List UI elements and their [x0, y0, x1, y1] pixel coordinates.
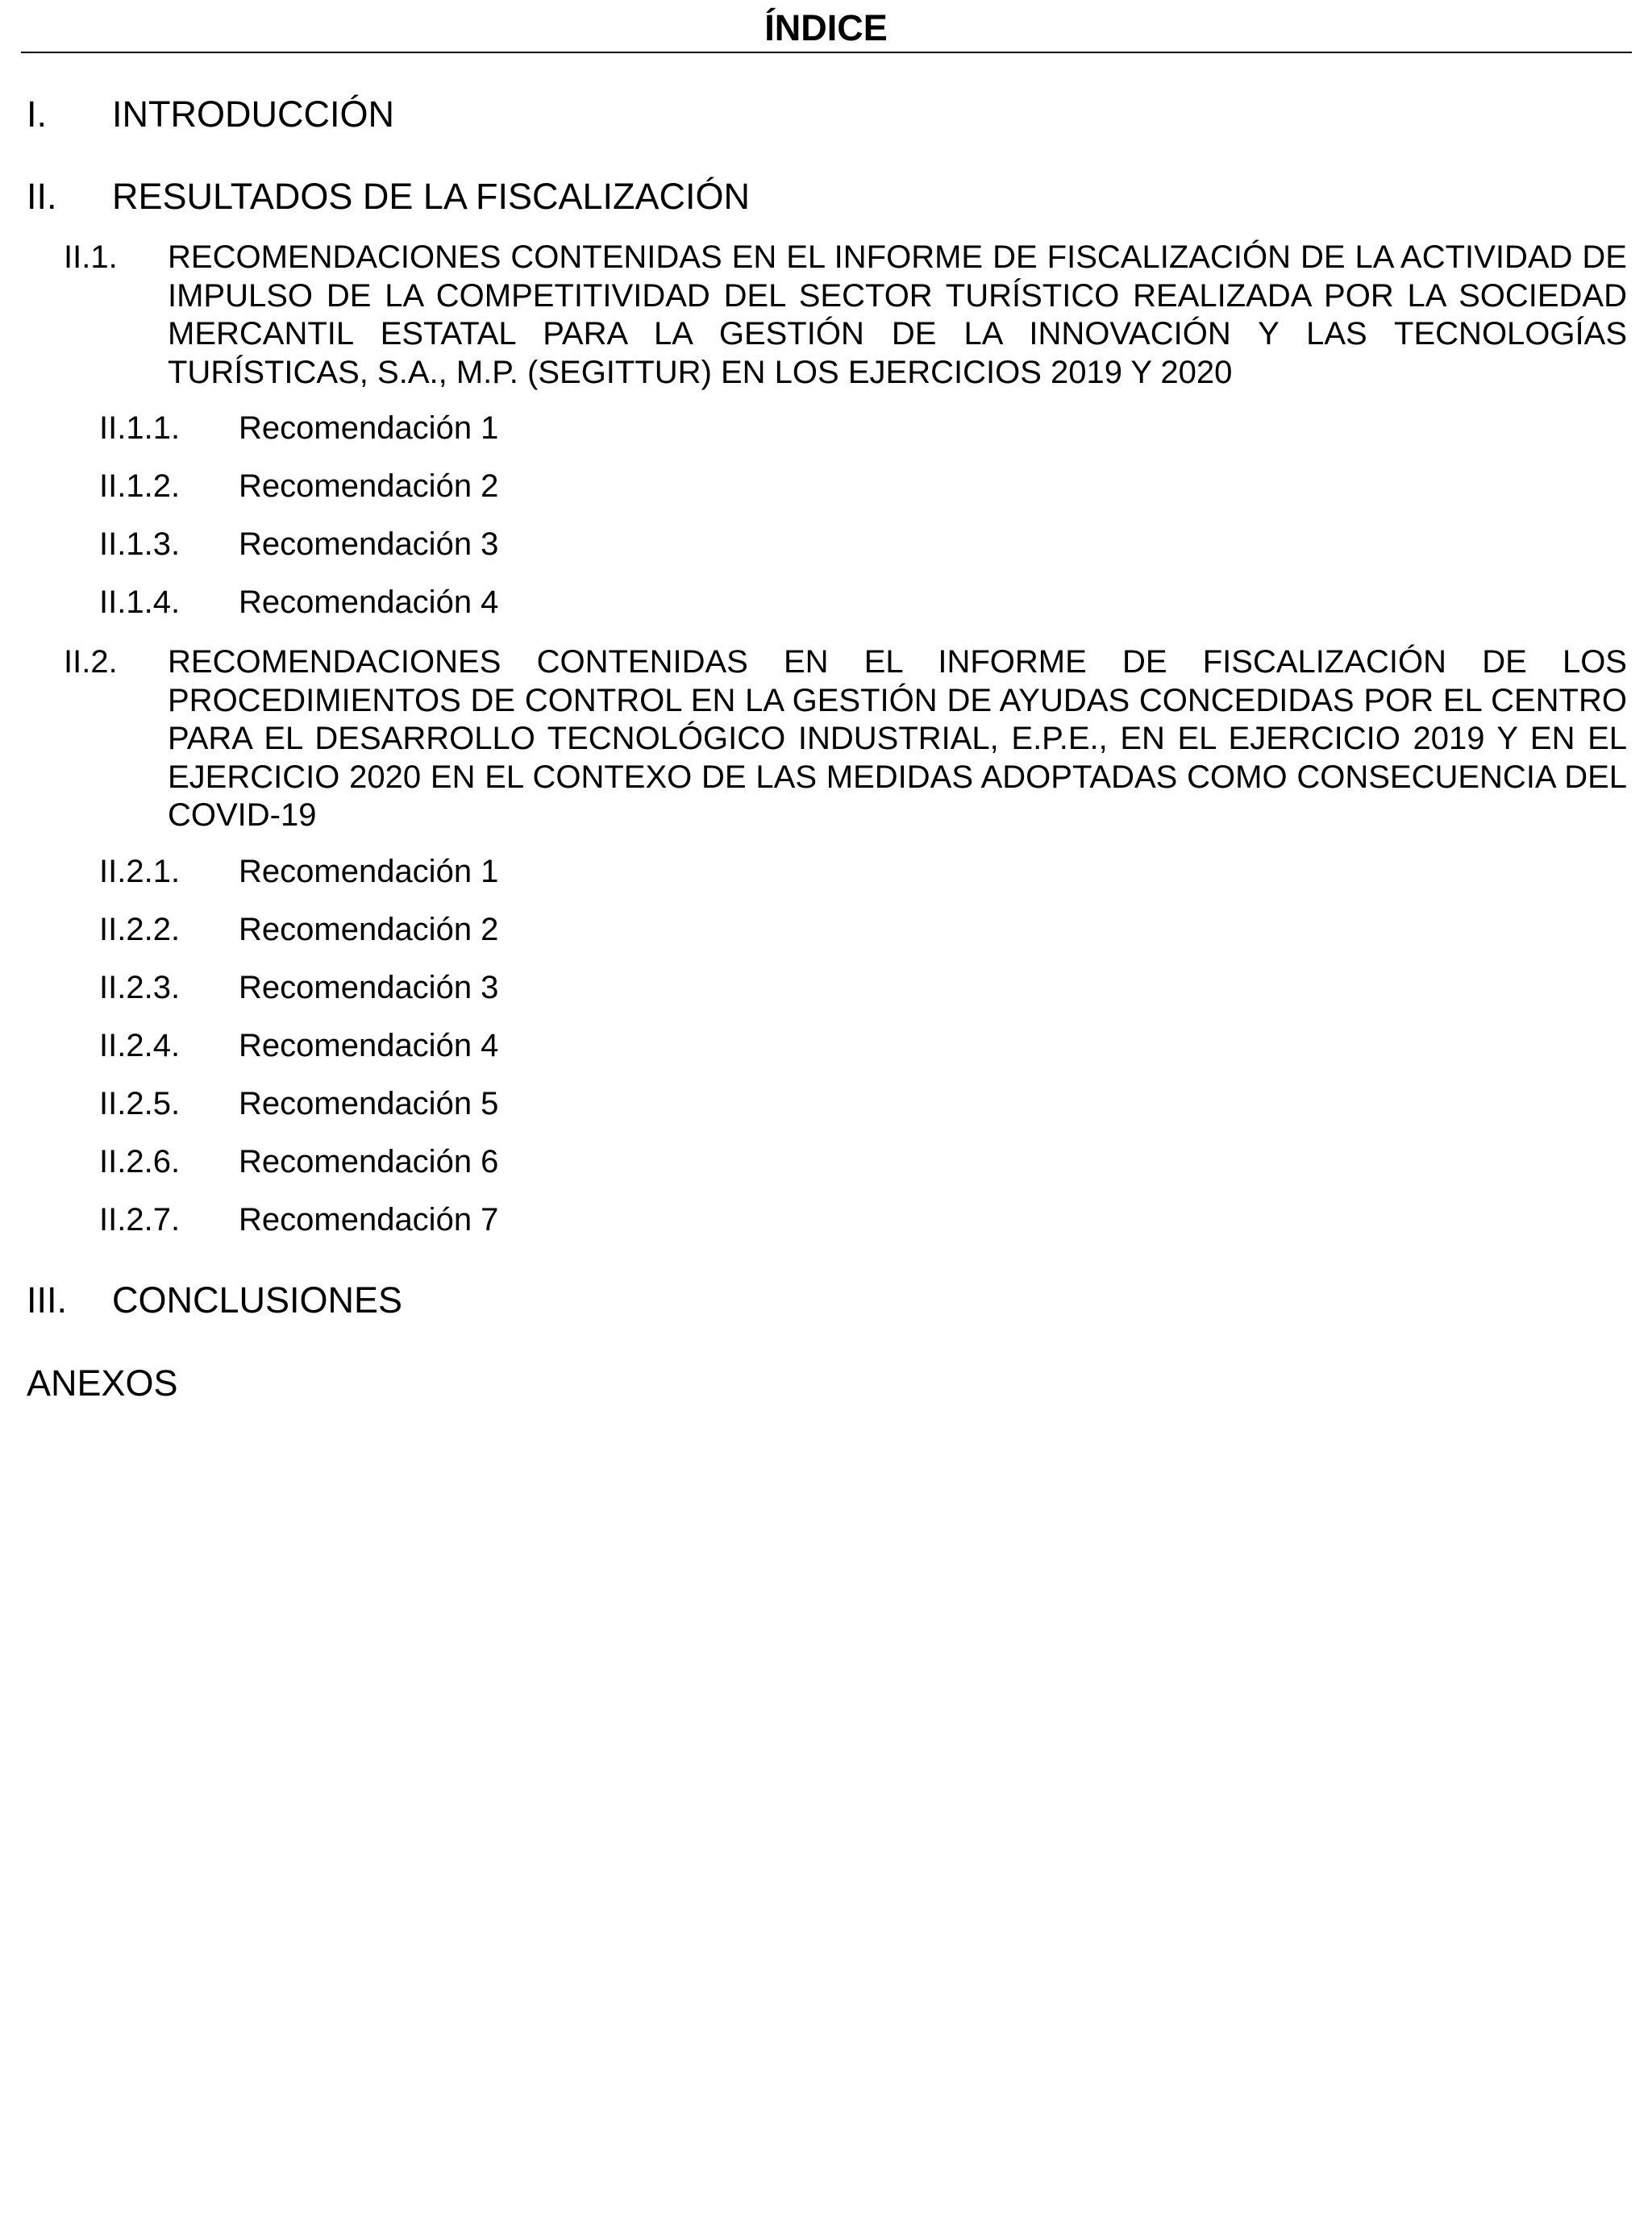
toc-entry-number: II.2.5. [99, 1086, 181, 1121]
toc-entry-number: II. [27, 176, 57, 217]
toc-entry-text: Recomendación 5 [239, 1086, 499, 1121]
toc-entry-text: Recomendación 1 [239, 410, 499, 446]
toc-entry-number: I. [27, 94, 48, 135]
title-divider [21, 52, 1632, 53]
toc-entry-text: Recomendación 4 [239, 1028, 499, 1063]
toc-entry-text: Recomendación 1 [239, 854, 499, 889]
toc-entry-text: RECOMENDACIONES CONTENIDAS EN EL INFORME DE FISCALIZACIÓN DE LOS PROCEDIMIENTOS DE CONTROL EN LA GESTIÓN DE AYUDAS CONCEDIDAS POR EL CENTRO PARA EL DESARROLLO TECNOLÓGICO INDUSTRIAL, E.P.E., EN EL EJERCICIO 2019 Y EN EL EJERCICIO 2020 EN EL CONTEXO DE LAS MEDIDAS ADOPTADAS COMO CONSECUENCIA DEL COVID-19 [168, 644, 1627, 833]
toc-entry-text: RECOMENDACIONES CONTENIDAS EN EL INFORME DE FISCALIZACIÓN DE LA ACTIVIDAD DE IMPULSO DE LA COMPETITIVIDAD DEL SECTOR TURÍSTICO REALIZADA POR LA SOCIEDAD MERCANTIL ESTATAL PARA LA GESTIÓN DE LA INNOVACIÓN Y LAS TECNOLOGÍAS TURÍSTICAS, S.A., M.P. (SEGITTUR) EN LOS EJERCICIOS 2019 Y 2020 [168, 239, 1627, 390]
toc-entry-number: II.2.4. [99, 1028, 181, 1063]
toc-entry-number: II.1.4. [99, 584, 181, 620]
toc-entry-number: II.1. [64, 239, 118, 275]
toc-entry-number: II.2.6. [99, 1144, 181, 1179]
toc-entry-number: II.2. [64, 644, 118, 680]
toc-entry-number: II.2.2. [99, 912, 181, 947]
toc-entry-text: Recomendación 2 [239, 468, 499, 504]
toc-entry-text: RESULTADOS DE LA FISCALIZACIÓN [112, 176, 751, 217]
toc-entry-text: Recomendación 3 [239, 526, 499, 562]
toc-entry-text: Recomendación 7 [239, 1202, 499, 1238]
toc-entry-number: III. [27, 1279, 68, 1321]
toc-entry-text: Recomendación 3 [239, 970, 499, 1005]
toc-entry-text: Recomendación 4 [239, 584, 499, 620]
toc-entry-text: Recomendación 2 [239, 912, 499, 947]
toc-entry-text: CONCLUSIONES [112, 1279, 403, 1321]
index-title: ÍNDICE [764, 7, 888, 48]
toc-entry-text: Recomendación 6 [239, 1144, 499, 1179]
toc-entry-number: II.2.7. [99, 1202, 181, 1238]
toc-entry-number: II.1.3. [99, 526, 181, 562]
toc-entry-number: II.1.2. [99, 468, 181, 504]
toc-entry-text: ANEXOS [27, 1362, 178, 1404]
toc-entry-number: II.2.1. [99, 854, 181, 889]
toc-entry-text: INTRODUCCIÓN [112, 94, 394, 135]
toc-entry-number: II.1.1. [99, 410, 181, 446]
toc-entry-number: II.2.3. [99, 970, 181, 1005]
